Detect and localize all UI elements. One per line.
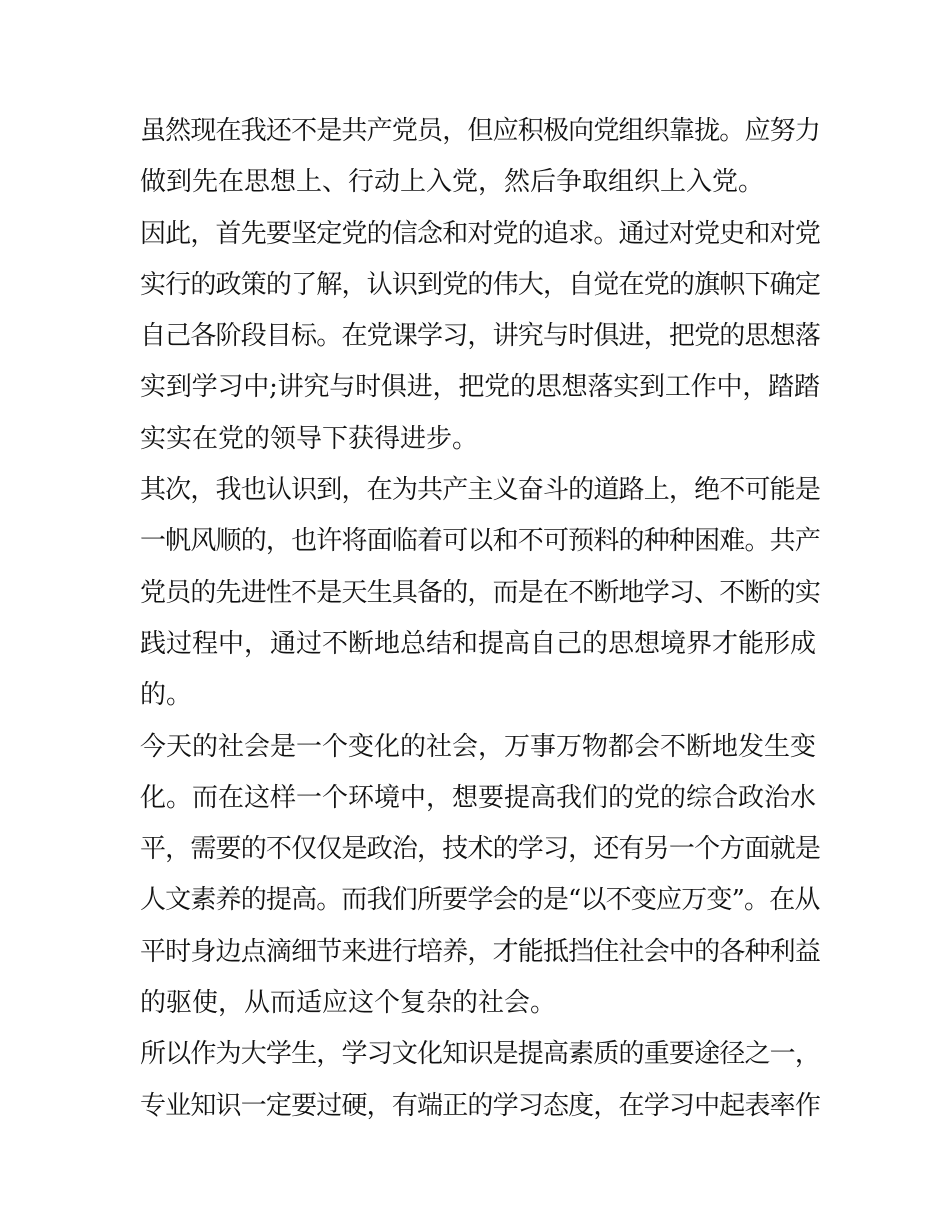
text-line: 自己各阶段目标。在党课学习，讲究与时俱进，把党的思想落 — [140, 321, 821, 352]
text-line: 践过程中，通过不断地总结和提高自己的思想境界才能形成 — [140, 628, 817, 659]
text-line: 的。 — [140, 680, 193, 711]
text-line: 做到先在思想上、行动上入党，然后争取组织上入党。 — [140, 167, 765, 198]
text-line: 因此，首先要坚定党的信念和对党的追求。通过对党史和对党 — [140, 218, 821, 249]
text-line: 实行的政策的了解，认识到党的伟大，自觉在党的旗帜下确定 — [140, 269, 821, 300]
text-line: 一帆风顺的，也许将面临着可以和不可预料的种种困难。共产 — [140, 526, 821, 557]
text-line: 虽然现在我还不是共产党员，但应积极向党组织靠拢。应努力 — [140, 116, 821, 146]
text-line: 其次，我也认识到，在为共产主义奋斗的道路上，绝不可能是 — [140, 475, 821, 506]
text-line: 的驱使，从而适应这个复杂的社会。 — [140, 988, 557, 1019]
text-line: 实到学习中;讲究与时俱进，把党的思想落实到工作中，踏踏 — [140, 372, 820, 403]
text-line: 实实在党的领导下获得进步。 — [140, 423, 479, 454]
text-line: 专业知识一定要过硬，有端正的学习态度，在学习中起表率作 — [140, 1090, 821, 1121]
text-line: 平，需要的不仅仅是政治，技术的学习，还有另一个方面就是 — [140, 834, 821, 865]
text-line: 平时身边点滴细节来进行培养，才能抵挡住社会中的各种利益 — [140, 936, 821, 967]
text-line: 所以作为大学生，学习文化知识是提高素质的重要途径之一， — [140, 1039, 821, 1070]
text-line: 今天的社会是一个变化的社会，万事万物都会不断地发生变 — [140, 731, 817, 762]
text-line: 人文素养的提高。而我们所要学会的是“以不变应万变”。在从 — [140, 885, 820, 916]
text-line: 化。而在这样一个环境中，想要提高我们的党的综合政治水 — [140, 782, 817, 813]
document-body — [140, 106, 820, 1132]
text-line: 党员的先进性不是天生具备的，而是在不断地学习、不断的实 — [140, 577, 821, 608]
